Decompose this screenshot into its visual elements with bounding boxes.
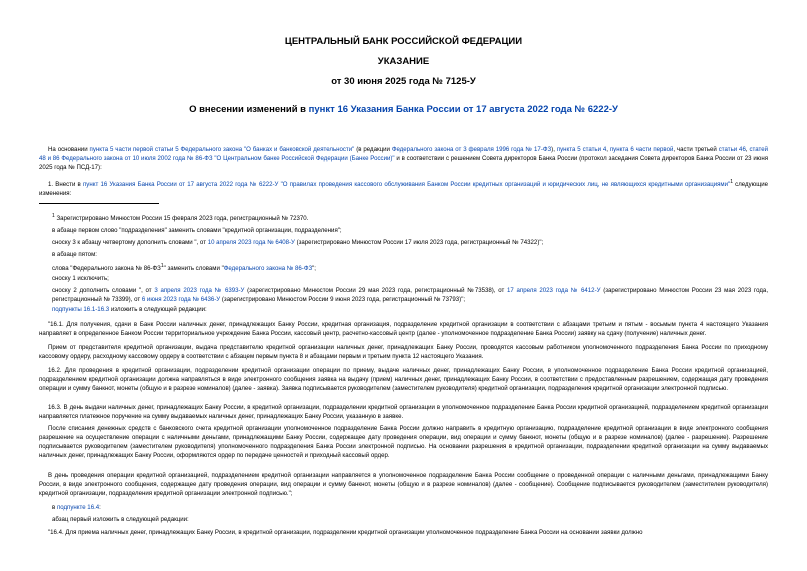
intro-link-2[interactable]: Федерального закона от 3 февраля 1996 года № 17-ФЗ xyxy=(391,146,552,153)
org-name: ЦЕНТРАЛЬНЫЙ БАНК РОССИЙСКОЙ ФЕДЕРАЦИИ xyxy=(284,36,523,47)
paragraph-16-2: 16.2. Для проведения в кредитной организации, подразделении кредитной организации операции по приему, выдаче наличных денег, принадлежащих Банку России, в уполномоченное подразделение Банка России кредитной организацией, подразделением кредитной организации должна направляться в виде электронного сообщения заявка на выдачу (прием) наличных денег, принадлежащих Банку России, в соответствии с предоставленным разрешением, содержащая дату проведения операции и сумму банкнот, монеты (общую и в разрезе номиналов) (далее - заявка). Заявка подписывается руководителем (заместителем руководителя) кредитной организации, подразделения кредитной организации электронной подписью. xyxy=(39,367,768,392)
item-text: (зарегистрировано Минюстом России 9 июня 2023 года, регистрационный № 73793)"; xyxy=(220,296,466,303)
list-item xyxy=(52,238,768,247)
item-link[interactable]: 17 апреля 2023 года № 6412-У xyxy=(507,287,601,294)
p1-link[interactable]: пункт 16 Указания Банка России от 17 августа 2022 года № 6222-У "О правилах проведения кассового обслуживания Банком России кредитных организаций и юридических лиц, не являющихся кредитными организациями" xyxy=(83,181,731,189)
item-text: слова "Федерального закона № 86-ФЗ xyxy=(52,265,161,273)
intro-text: ), xyxy=(551,146,557,153)
doc-date-number: от 30 июня 2025 года № 7125-У xyxy=(331,76,476,87)
list-item: абзац первый изложить в следующей редакции: xyxy=(52,516,189,523)
intro-link-3[interactable]: пункта 5 статьи 4 xyxy=(556,146,607,153)
doc-title xyxy=(0,104,807,115)
p1-text: 1. Внести в xyxy=(48,181,83,189)
item-text: в xyxy=(52,504,57,511)
item-text: : xyxy=(99,504,101,511)
intro-text: , xyxy=(745,146,750,153)
intro-link-5[interactable]: статьи 46 xyxy=(718,146,746,153)
p1-text: следующие изменения: xyxy=(39,181,769,198)
item-link[interactable]: 3 апреля 2023 года № 6393-У xyxy=(154,287,245,294)
list-item: в абзаце пятом: xyxy=(52,251,97,258)
paragraph-16-4: "16.4. Для приема наличных денег, принадлежащих Банку России, в кредитной организации, подразделении кредитной организации уполномоченное подразделение Банка России на основании заявки должно xyxy=(48,529,643,536)
intro-text: и в соответствии с решением Совета директоров Банка России (протокол заседания Совета директоров Банка России от 23 июня 2025 года № ПСД-17): xyxy=(39,155,768,171)
list-item: сноску 1 исключить; xyxy=(52,275,109,282)
footnote-text: Зарегистрировано Минюстом России 15 февраля 2023 года, регистрационный № 72370. xyxy=(54,215,309,223)
footnote-ref: 1 xyxy=(160,263,164,269)
paragraph-16-3-c: В день проведения операции кредитной организацией, подразделением кредитной организации направляется в уполномоченное подразделение Банка России сообщение о проведенной операции с наличными деньгами, принадлежащими Банку России, в виде электронного сообщения, содержащее дату проведения операции, вид операции и сумму банкнот, монеты (общую и в разрезе номиналов) (далее - сообщение). Сообщение подписывается руководителем (заместителем руководителя) кредитной организации, подразделения кредитной организации электронной подписью."; xyxy=(39,472,768,497)
paragraph-16-1: "16.1. Для получения, сдачи в Банк России наличных денег, принадлежащих Банку России, кредитная организация, подразделение кредитной организации в соответствии с абзацами третьим и пятым - восьмым пункта 4 настоящего Указания направляет в определенное Банком России территориальное учреждение Банка России, кассовый центр, расчетно-кассовый центр (далее - уполномоченное подразделение Банка России) заявку на сдачу (получение) наличных денег. xyxy=(39,321,768,337)
item-link[interactable]: подпункты 16.1-16.3 xyxy=(52,306,110,313)
paragraph-16-1-b: Прием от представителя кредитной организации, выдача представителю кредитной организации наличных денег, принадлежащих Банку России, проводятся кассовым работником уполномоченного подразделения Банка России по приходному кассовому ордеру, расходному кассовому ордеру в соответствии с абзацем первым пункта 8 и абзацами первым и третьим пункта 12 настоящего Указания. xyxy=(39,344,768,360)
title-prefix: О внесении изменений в xyxy=(189,104,309,115)
item-text: " заменить словами " xyxy=(163,265,224,273)
list-item: в абзаце первом слово "подразделения" заменить словами "кредитной организации, подразделения"; xyxy=(52,227,342,234)
item-text: (зарегистрировано Минюстом России 23 мая 2023 года, регистрационный № 73399), от xyxy=(52,287,769,303)
intro-link-6[interactable]: статей 48 и 86 Федерального закона от 10 июля 2002 года № 86-ФЗ "О Центральном банке Российской Федерации (Банке России)" xyxy=(39,146,768,162)
paragraph-16-3-b: После списания денежных средств с банковского счета кредитной организации уполномоченное подразделение Банка России должно направить в кредитную организацию, подразделение кредитной организации в виде электронного сообщения разрешение на осуществление операции с наличными деньгами, принадлежащими Банку России, содержащее дату проведения операции, вид операции и сумму банкнот, монеты (общую и в разрезе номиналов) (далее - разрешение). Разрешение подписывается руководителем (заместителем руководителя) уполномоченного подразделения Банка России электронной подписью. На основании разрешения в кредитной организации, подразделении кредитной организации на сумму выдаваемых наличных денег, принадлежащих Банку России, оформляются ордер по передаче ценностей и приходный кассовый ордер. xyxy=(39,425,768,459)
title-link[interactable]: пункт 16 Указания Банка России от 17 августа 2022 года № 6222-У xyxy=(308,104,618,115)
paragraph-16-3: 16.3. В день выдачи наличных денег, принадлежащих Банку России, в кредитной организации, подразделении кредитной организации в уполномоченное подразделение Банка России кредитной организацией, подразделением кредитной организации направляется платежное поручение на сумму выдаваемых наличных денег, принадлежащих Банку России, указанную в заявке. xyxy=(39,404,768,420)
item-text: "; xyxy=(312,265,316,273)
doc-type: УКАЗАНИЕ xyxy=(377,56,430,67)
footnote-ref[interactable]: 1 xyxy=(730,179,733,185)
intro-link-4[interactable]: пункта 6 части первой xyxy=(609,146,674,153)
intro-paragraph xyxy=(39,145,768,172)
item-text: сноску 3 к абзацу четвертому дополнить словами ", от xyxy=(52,239,208,246)
item-text: сноску 2 дополнить словами ", от xyxy=(52,287,155,294)
list-item xyxy=(52,286,768,304)
item-text: (зарегистрировано Минюстом России 29 мая 2023 года, регистрационный №73538), от xyxy=(244,287,508,294)
list-item xyxy=(52,503,768,512)
item-link[interactable]: подпункте 16.4 xyxy=(56,504,100,511)
intro-text: , части третьей xyxy=(673,146,719,153)
item-link[interactable]: Федерального закона № 86-ФЗ xyxy=(223,265,313,273)
item-link[interactable]: 10 апреля 2023 года № 6408-У xyxy=(207,239,295,246)
item-text: (зарегистрировано Минюстом России 17 июля 2023 года, регистрационный № 74322)"; xyxy=(294,239,544,246)
paragraph-1 xyxy=(39,178,768,198)
item-link[interactable]: 6 июня 2023 года № 6436-У xyxy=(141,296,221,303)
intro-link-1[interactable]: пункта 5 части первой статьи 5 Федерального закона "О банках и банковской деятельности" xyxy=(89,146,355,153)
intro-text: , xyxy=(606,146,610,153)
list-item xyxy=(52,305,768,314)
footnote-divider xyxy=(39,203,159,204)
list-item xyxy=(52,262,768,273)
footnote xyxy=(52,212,768,223)
intro-text: На основании xyxy=(48,146,90,153)
item-text: изложить в следующей редакции: xyxy=(109,306,207,313)
footnote-mark: 1 xyxy=(52,213,55,219)
intro-text: (в редакции xyxy=(354,146,392,153)
